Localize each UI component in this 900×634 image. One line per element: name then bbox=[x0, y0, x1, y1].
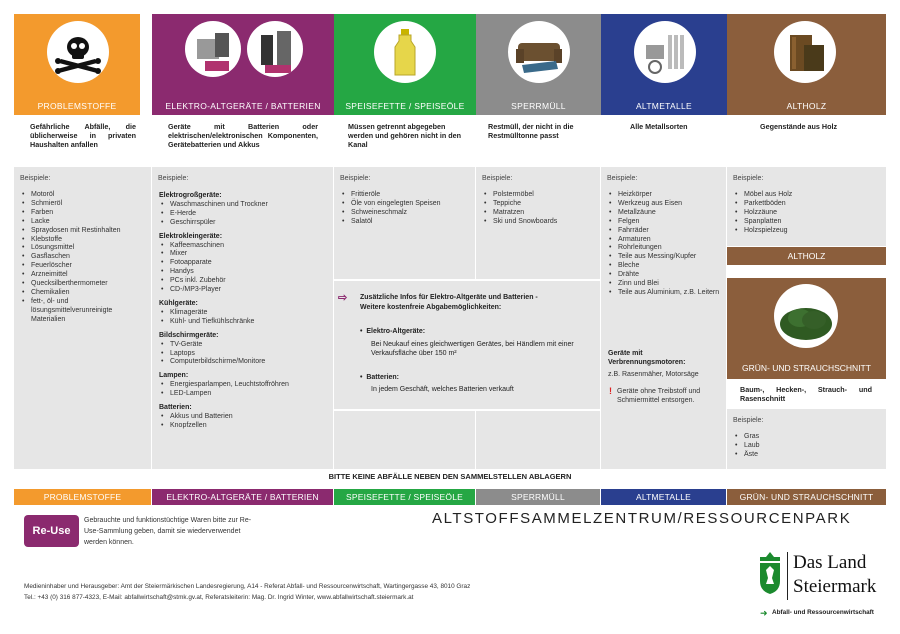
desc-gruen: Baum-, Hecken-, Strauch- und Rasenschnitt bbox=[740, 385, 872, 404]
panel-speisefette bbox=[334, 167, 475, 279]
list-item: • Laptops bbox=[159, 350, 329, 359]
list-item: • Farben bbox=[20, 209, 145, 218]
beispiele-label: Beispiele: bbox=[158, 175, 189, 182]
panel-altholz bbox=[727, 167, 886, 246]
list-item: • CD-/MP3-Player bbox=[159, 286, 329, 295]
header-label: SPERRMÜLL bbox=[511, 101, 566, 111]
list-item: • Parkettböden bbox=[733, 200, 883, 209]
desc-problemstoffe: Gefährliche Abfälle, die üblicherweise in privaten Haushalten anfallen bbox=[30, 122, 136, 150]
list-item: • Gras bbox=[733, 433, 883, 442]
header-label: ALTMETALLE bbox=[635, 101, 693, 111]
list-item: • Werkzeug aus Eisen bbox=[607, 200, 723, 209]
panel-empty-2 bbox=[476, 411, 600, 469]
examples-groups bbox=[159, 187, 329, 431]
warning-mark-icon: ! bbox=[609, 386, 612, 396]
list-item: • Handys bbox=[159, 268, 329, 277]
list-item: • Rohrleitungen bbox=[607, 244, 723, 253]
list-item: • Schweineschmalz bbox=[340, 209, 470, 218]
group-list bbox=[159, 309, 329, 327]
list-item: • Energiesparlampen, Leuchtstoffröhren bbox=[159, 381, 329, 390]
group-title: Batterien: bbox=[159, 404, 192, 412]
panel-problemstoffe bbox=[14, 167, 151, 469]
list-item: • Waschmaschinen und Trockner bbox=[159, 201, 329, 210]
bar-speisefette: SPEISEFETTE / SPEISEÖLE bbox=[334, 489, 475, 505]
list-item: • Fotoapparate bbox=[159, 259, 329, 268]
panel-altmetalle bbox=[601, 167, 726, 469]
list-item: • E-Herde bbox=[159, 210, 329, 219]
beispiele-label: Beispiele: bbox=[733, 175, 764, 182]
desc-altholz: Gegenstände aus Holz bbox=[760, 122, 838, 131]
header-label: ELEKTRO-ALTGERÄTE / BATTERIEN bbox=[165, 101, 321, 111]
desc-speisefette: Müssen getrennt abgegeben werden und gehören nicht in den Kanal bbox=[348, 122, 462, 150]
list-item: • Fahrräder bbox=[607, 227, 723, 236]
list-item: • Salatöl bbox=[340, 218, 470, 227]
list-item: • Bleche bbox=[607, 262, 723, 271]
metal-icon bbox=[634, 21, 696, 83]
info-elektro-title: • Elektro-Altgeräte: bbox=[360, 328, 426, 335]
info-batterien bbox=[360, 373, 596, 394]
motor-title: Geräte mit Verbrennungsmotoren: bbox=[608, 350, 686, 366]
reuse-text: Gebrauchte und funktionstüchtige Waren bitte zur Re-Use-Sammlung geben, damit sie wiederverwendet werden können. bbox=[84, 517, 252, 546]
info-title-line1: Zusätzliche Infos für Elektro-Altgeräte und Batterien - bbox=[360, 294, 538, 301]
group-list bbox=[159, 201, 329, 228]
logo-divider bbox=[787, 552, 788, 600]
list-item: • PCs inkl. Zubehör bbox=[159, 277, 329, 286]
bush-icon bbox=[774, 284, 838, 348]
header-speisefette bbox=[334, 14, 476, 115]
impressum-line1: Medieninhaber und Herausgeber: Amt der Steiermärkischen Landesregierung, A14 - Referat Abfall- und Ressourcenwirtschaft, Wartingergasse 43, 8010 Graz bbox=[24, 583, 471, 590]
beispiele-label: Beispiele: bbox=[733, 417, 764, 424]
list-item: • Felgen bbox=[607, 218, 723, 227]
bar-elektro: ELEKTRO-ALTGERÄTE / BATTERIEN bbox=[152, 489, 333, 505]
examples-list bbox=[607, 191, 723, 298]
group-title: Lampen: bbox=[159, 372, 189, 380]
group-title: Kühlgeräte: bbox=[159, 299, 198, 307]
info-title bbox=[360, 293, 596, 313]
list-item: • Schmieröl bbox=[20, 200, 145, 209]
group-list bbox=[159, 381, 329, 399]
motor-text: z.B. Rasenmäher, Motorsäge bbox=[608, 371, 699, 378]
list-item: • Kühl- und Tiefkühlschränke bbox=[159, 318, 329, 327]
beispiele-label: Beispiele: bbox=[20, 175, 51, 182]
reuse-logo bbox=[24, 515, 79, 547]
list-item: • Teile aus Aluminium, z.B. Leitern bbox=[607, 289, 723, 298]
bar-gruen: GRÜN- UND STRAUCHSCHNITT bbox=[727, 489, 886, 505]
beispiele-label: Beispiele: bbox=[340, 175, 371, 182]
list-item: • Knopfzellen bbox=[159, 422, 329, 431]
group-title: Elektrokleingeräte: bbox=[159, 232, 223, 240]
desc-altmetalle: Alle Metallsorten bbox=[630, 122, 688, 131]
list-item: • Holzspielzeug bbox=[733, 227, 883, 236]
info-batterien-title: • Batterien: bbox=[360, 374, 400, 381]
list-item: • Holzzäune bbox=[733, 209, 883, 218]
list-item: • Quecksilberthermometer bbox=[20, 280, 145, 289]
altholz-band-label: ALTHOLZ bbox=[787, 251, 826, 261]
bar-problemstoffe: PROBLEMSTOFFE bbox=[14, 489, 151, 505]
beispiele-label: Beispiele: bbox=[482, 175, 513, 182]
list-item: • LED-Lampen bbox=[159, 390, 329, 399]
panel-gruen bbox=[727, 409, 886, 469]
logo-line1: Das Land bbox=[793, 552, 867, 573]
list-item: • Äste bbox=[733, 451, 883, 460]
wood-furniture-icon bbox=[774, 21, 836, 83]
impressum-line2: Tel.: +43 (0) 316 877-4323, E-Mail: abfallwirtschaft@stmk.gv.at, Referatsleiterin: Mag. Dr. Ingrid Winter, www.abfallwirtschaft.steiermark.at bbox=[24, 594, 414, 601]
main-title: ALTSTOFFSAMMELZENTRUM/RESSOURCENPARK bbox=[432, 510, 852, 527]
altholz-band bbox=[727, 247, 886, 265]
list-item: • Armaturen bbox=[607, 236, 723, 245]
info-panel bbox=[334, 281, 600, 409]
electronics-icon bbox=[185, 21, 241, 77]
logo-arrow-icon: ➜ bbox=[760, 608, 768, 618]
header-sperrmuell bbox=[476, 14, 601, 115]
list-item: • Teile aus Messing/Kupfer bbox=[607, 253, 723, 262]
list-item: • Feuerlöscher bbox=[20, 262, 145, 271]
header-label: SPEISEFETTE / SPEISEÖLE bbox=[345, 101, 465, 111]
gruen-label: GRÜN- UND STRAUCHSCHNITT bbox=[742, 363, 871, 373]
header-gruen bbox=[727, 278, 886, 379]
list-item: • Polstermöbel bbox=[482, 191, 596, 200]
list-item: • Lösungsmittel bbox=[20, 244, 145, 253]
list-item: • Computerbildschirme/Monitore bbox=[159, 358, 329, 367]
examples-list bbox=[340, 191, 470, 227]
list-item: • Motoröl bbox=[20, 191, 145, 200]
info-elektro bbox=[360, 327, 596, 359]
info-batterien-title-text: Batterien: bbox=[366, 374, 400, 381]
header-altholz bbox=[727, 14, 886, 115]
reuse-logo-text: Re-Use bbox=[32, 525, 71, 537]
panel-sperrmuell bbox=[476, 167, 600, 279]
list-item: • Spraydosen mit Restinhalten bbox=[20, 227, 145, 236]
group-list bbox=[159, 242, 329, 295]
list-item: • fett-, öl- und lösungsmittelverunreinigte Materialien bbox=[20, 298, 145, 325]
group-list bbox=[159, 341, 329, 368]
logo-line2: Steiermark bbox=[793, 576, 877, 597]
beispiele-label: Beispiele: bbox=[607, 175, 638, 182]
bar-altmetalle: ALTMETALLE bbox=[601, 489, 726, 505]
info-title-line2: Weitere kostenfreie Abgabemöglichkeiten: bbox=[360, 304, 502, 311]
list-item: • Gasflaschen bbox=[20, 253, 145, 262]
list-item: • TV-Geräte bbox=[159, 341, 329, 350]
list-item: • Öle von eingelegten Speisen bbox=[340, 200, 470, 209]
group-list bbox=[159, 413, 329, 431]
list-item: • Klimageräte bbox=[159, 309, 329, 318]
list-item: • Lacke bbox=[20, 218, 145, 227]
desc-elektro: Geräte mit Batterien oder elektrischen/elektronischen Komponenten, Gerätebatterien und Akkus bbox=[168, 122, 318, 150]
skull-icon bbox=[47, 21, 109, 83]
oil-bottle-icon bbox=[374, 21, 436, 83]
logo-sub: Abfall- und Ressourcenwirtschaft bbox=[772, 609, 874, 616]
info-elektro-text: Bei Neukauf eines gleichwertigen Gerätes, bei Händlern mit einer Verkaufsfläche über 150 m² bbox=[371, 340, 574, 357]
list-item: • Frittieröle bbox=[340, 191, 470, 200]
list-item: • Spanplatten bbox=[733, 218, 883, 227]
list-item: • Möbel aus Holz bbox=[733, 191, 883, 200]
list-item: • Heizkörper bbox=[607, 191, 723, 200]
header-elektro bbox=[152, 14, 334, 115]
list-item: • Drähte bbox=[607, 271, 723, 280]
examples-list bbox=[733, 433, 883, 460]
info-arrow-icon: ⇨ bbox=[338, 292, 348, 304]
list-item: • Teppiche bbox=[482, 200, 596, 209]
battery-icon bbox=[247, 21, 303, 77]
examples-list bbox=[733, 191, 883, 236]
sofa-icon bbox=[508, 21, 570, 83]
header-label: PROBLEMSTOFFE bbox=[37, 101, 117, 111]
list-item: • Laub bbox=[733, 442, 883, 451]
header-altmetalle bbox=[601, 14, 727, 115]
motor-note: Geräte ohne Treibstoff und Schmiermittel entsorgen. bbox=[617, 388, 701, 404]
info-elektro-title-text: Elektro-Altgeräte: bbox=[366, 328, 426, 335]
examples-list bbox=[20, 191, 145, 325]
steiermark-crest-icon bbox=[757, 550, 783, 596]
header-label: ALTHOLZ bbox=[786, 101, 827, 111]
desc-sperrmuell: Restmüll, der nicht in die Restmülltonne passt bbox=[488, 122, 574, 141]
list-item: • Mixer bbox=[159, 250, 329, 259]
warning-text: BITTE KEINE ABFÄLLE NEBEN DEN SAMMELSTELLEN ABLAGERN bbox=[328, 472, 572, 481]
list-item: • Kaffeemaschinen bbox=[159, 242, 329, 251]
list-item: • Geschirrspüler bbox=[159, 219, 329, 228]
info-batterien-text: In jedem Geschäft, welches Batterien verkauft bbox=[371, 385, 514, 393]
group-title: Elektrogroßgeräte: bbox=[159, 192, 222, 199]
list-item: • Arzneimittel bbox=[20, 271, 145, 280]
list-item: • Ski und Snowboards bbox=[482, 218, 596, 227]
bar-sperrmuell: SPERRMÜLL bbox=[476, 489, 600, 505]
list-item: • Chemikalien bbox=[20, 289, 145, 298]
panel-elektro bbox=[152, 167, 333, 469]
group-title: Bildschirmgeräte: bbox=[159, 331, 219, 339]
list-item: • Matratzen bbox=[482, 209, 596, 218]
list-item: • Akkus und Batterien bbox=[159, 413, 329, 422]
header-problemstoffe bbox=[14, 14, 140, 115]
examples-list bbox=[482, 191, 596, 227]
list-item: • Klebstoffe bbox=[20, 236, 145, 245]
list-item: • Metallzäune bbox=[607, 209, 723, 218]
panel-empty-1 bbox=[334, 411, 475, 469]
list-item: • Zinn und Blei bbox=[607, 280, 723, 289]
